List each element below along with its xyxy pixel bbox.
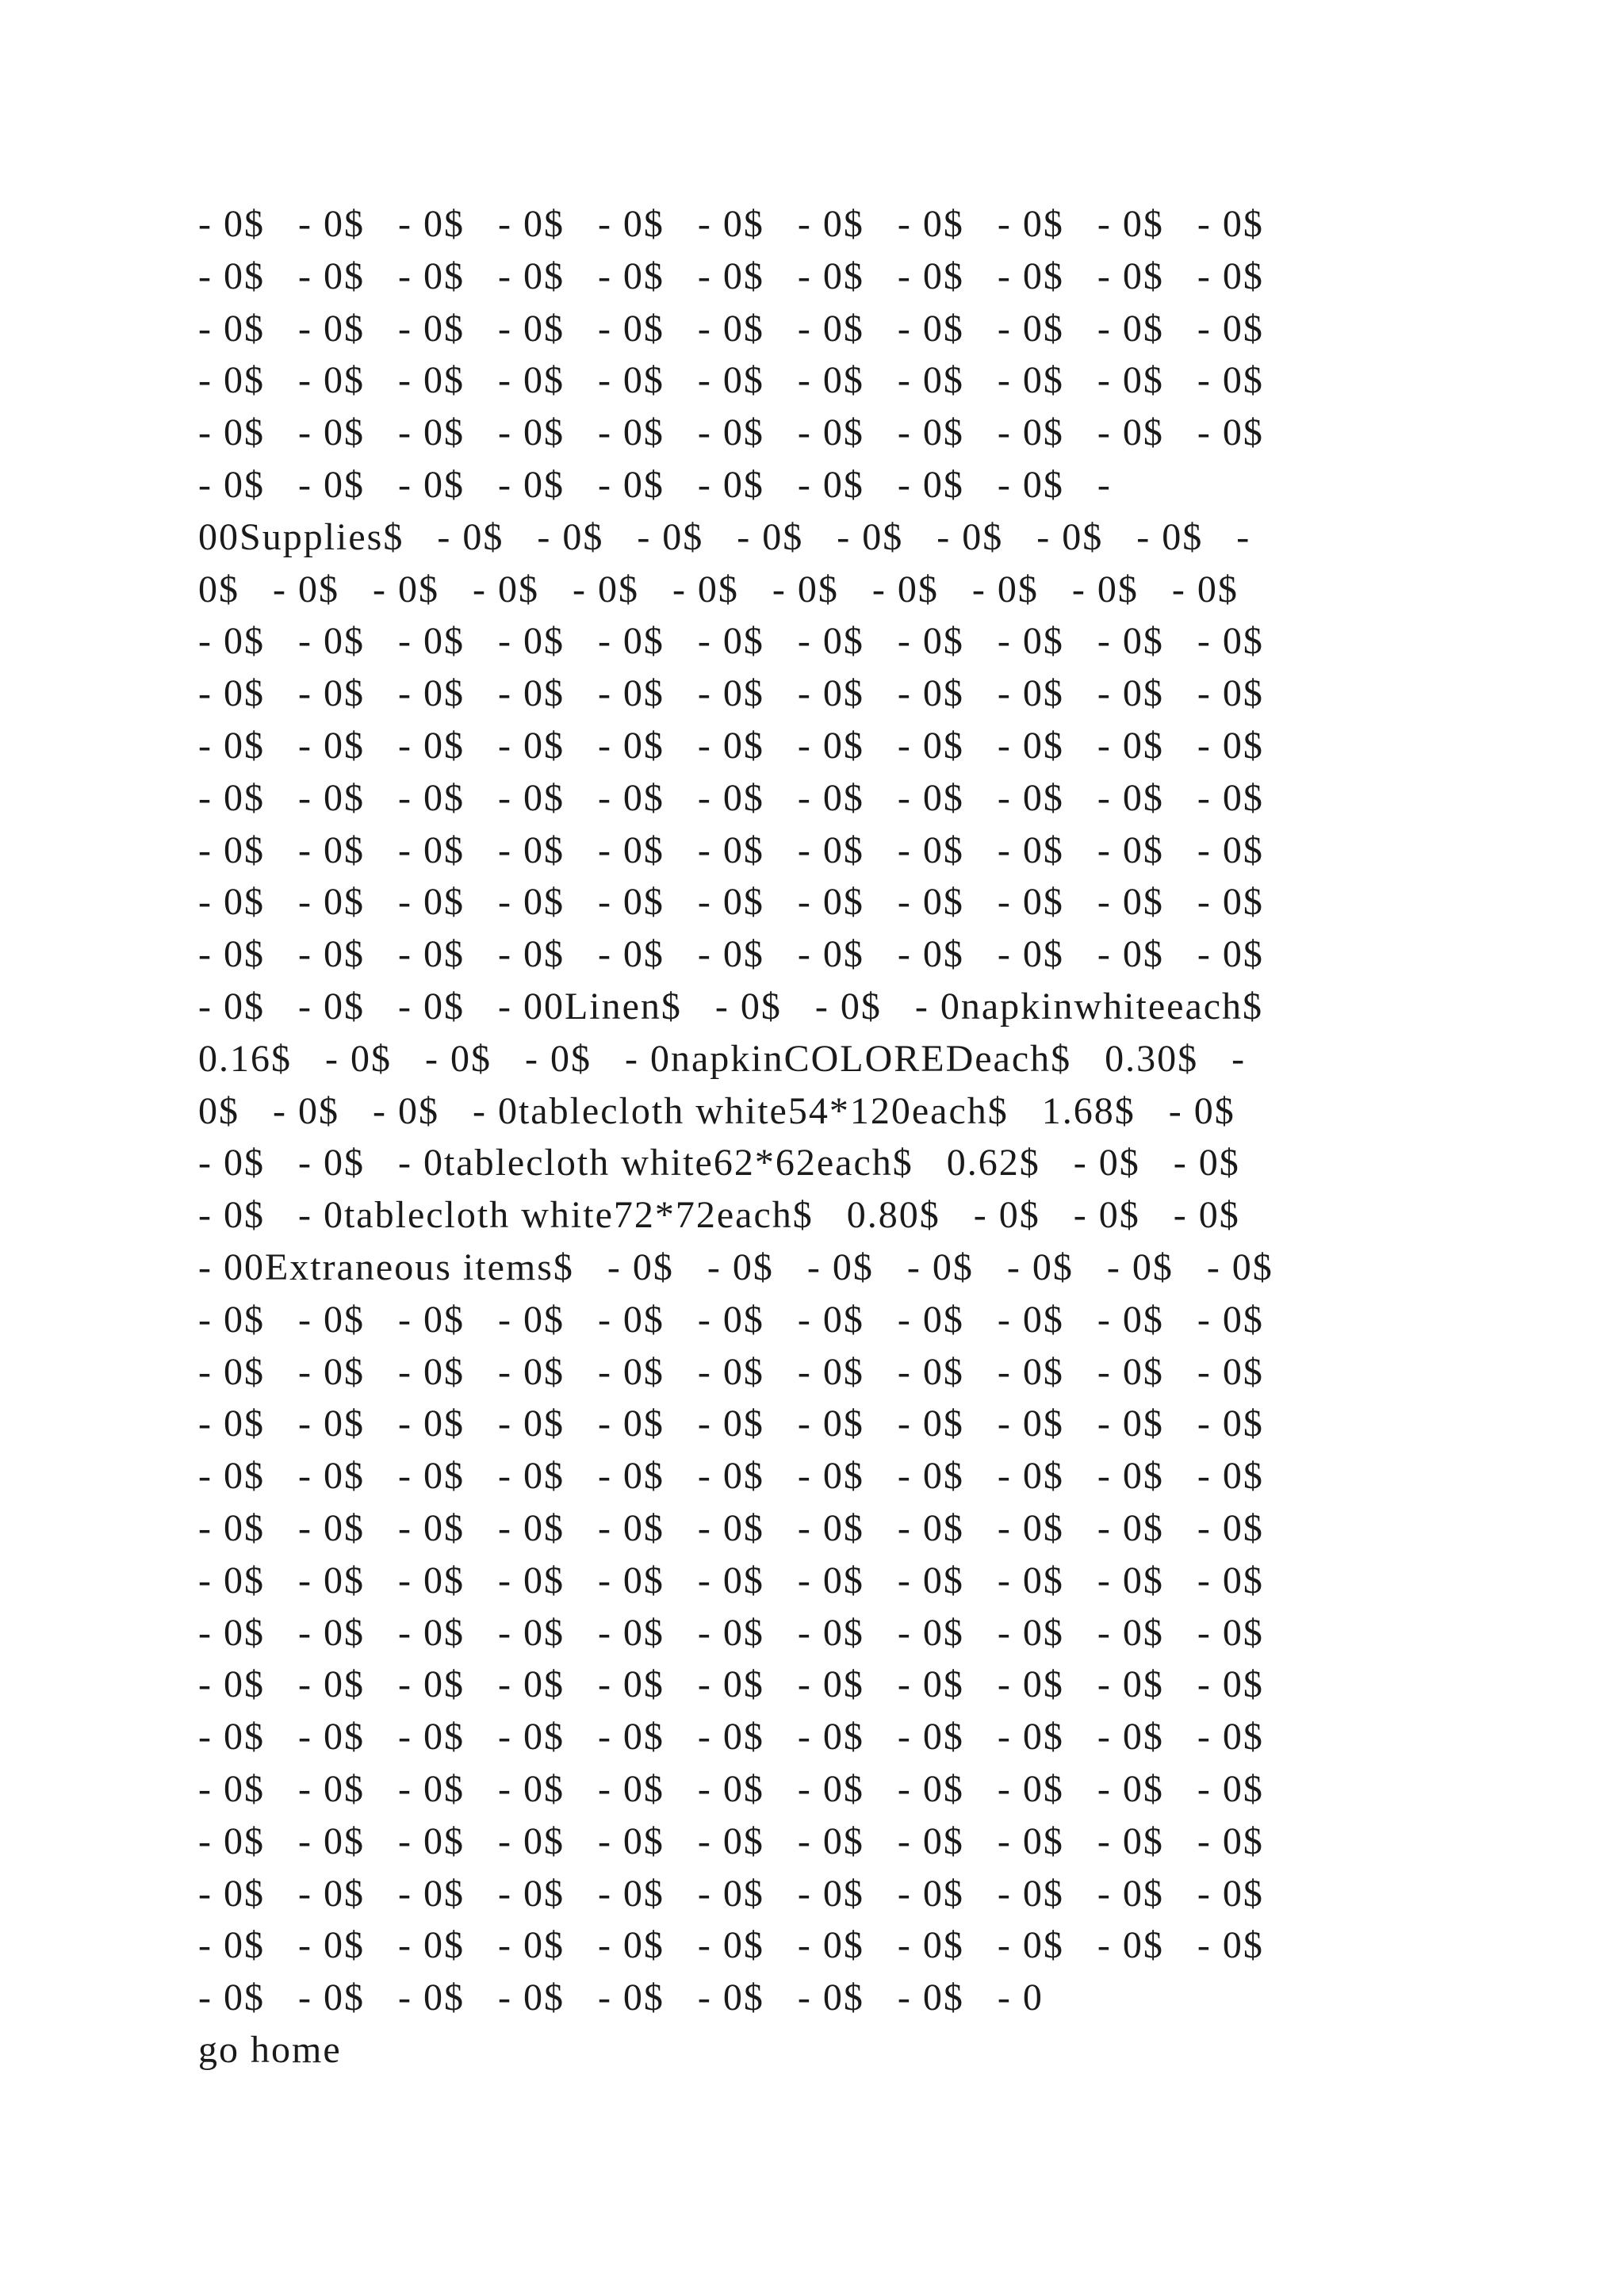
text-line-final: go home	[198, 2028, 342, 2071]
text-line: - 0$ - 0$ - 0$ - 0$ - 0$ - 0$ - 0$ - 0$ - 0$ - 0$ - 0$	[198, 359, 1264, 402]
text-line: - 0$ - 0$ - 0$ - 0$ - 0$ - 0$ - 0$ - 0$ - 0	[198, 1976, 1044, 2019]
text-line: - 0$ - 0$ - 0$ - 0$ - 0$ - 0$ - 0$ - 0$ - 0$ - 0$ - 0$	[198, 254, 1264, 297]
text-line: - 0$ - 0$ - 0$ - 0$ - 0$ - 0$ - 0$ - 0$ - 0$ - 0$ - 0$	[198, 933, 1264, 976]
text-line: - 0$ - 0$ - 0tablecloth white62*62each$ 0.62$ - 0$ - 0$	[198, 1142, 1240, 1184]
text-line: - 0$ - 0$ - 0$ - 0$ - 0$ - 0$ - 0$ - 0$ - 0$ - 0$ - 0$	[198, 1872, 1264, 1915]
text-line: - 0$ - 0$ - 0$ - 0$ - 0$ - 0$ - 0$ - 0$ - 0$ - 0$ - 0$	[198, 1663, 1264, 1706]
text-line: - 0$ - 0$ - 0$ - 0$ - 0$ - 0$ - 0$ - 0$ - 0$ - 0$ - 0$	[198, 1559, 1264, 1601]
text-line: 0$ - 0$ - 0$ - 0tablecloth white54*120each$ 1.68$ - 0$	[198, 1089, 1235, 1132]
text-line: - 0$ - 0$ - 0$ - 0$ - 0$ - 0$ - 0$ - 0$ - 0$ - 0$ - 0$	[198, 1767, 1264, 1810]
text-line: - 0$ - 0$ - 0$ - 0$ - 0$ - 0$ - 0$ - 0$ - 0$ - 0$ - 0$	[198, 203, 1264, 245]
text-line: - 0$ - 0$ - 0$ - 0$ - 0$ - 0$ - 0$ - 0$ - 0$ - 0$ - 0$	[198, 1716, 1264, 1758]
text-line: - 0$ - 0$ - 0$ - 0$ - 0$ - 0$ - 0$ - 0$ - 0$ - 0$ - 0$	[198, 672, 1264, 715]
document-body	[198, 198, 1435, 2076]
text-line: - 0$ - 0$ - 0$ - 00Linen$ - 0$ - 0$ - 0napkinwhiteeach$	[198, 985, 1264, 1027]
text-line: - 0$ - 0$ - 0$ - 0$ - 0$ - 0$ - 0$ - 0$ - 0$ - 0$ - 0$	[198, 1350, 1264, 1393]
text-line: - 0$ - 0$ - 0$ - 0$ - 0$ - 0$ - 0$ - 0$ - 0$ - 0$ - 0$	[198, 1455, 1264, 1498]
text-line: - 0$ - 0$ - 0$ - 0$ - 0$ - 0$ - 0$ - 0$ - 0$ - 0$ - 0$	[198, 828, 1264, 871]
text-line: - 0$ - 0tablecloth white72*72each$ 0.80$ - 0$ - 0$ - 0$	[198, 1194, 1240, 1237]
text-line: - 0$ - 0$ - 0$ - 0$ - 0$ - 0$ - 0$ - 0$ - 0$ - 0$ - 0$	[198, 881, 1264, 924]
text-line: - 00Extraneous items$ - 0$ - 0$ - 0$ - 0$ - 0$ - 0$ - 0$	[198, 1246, 1274, 1288]
text-line: - 0$ - 0$ - 0$ - 0$ - 0$ - 0$ - 0$ - 0$ - 0$ - 0$ - 0$	[198, 1506, 1264, 1549]
text-line: - 0$ - 0$ - 0$ - 0$ - 0$ - 0$ - 0$ - 0$ - 0$ - 0$ - 0$	[198, 411, 1264, 454]
text-line: 00Supplies$ - 0$ - 0$ - 0$ - 0$ - 0$ - 0$ - 0$ - 0$ -	[198, 515, 1251, 558]
text-line: - 0$ - 0$ - 0$ - 0$ - 0$ - 0$ - 0$ - 0$ - 0$ - 0$ - 0$	[198, 1924, 1264, 1967]
text-line: 0$ - 0$ - 0$ - 0$ - 0$ - 0$ - 0$ - 0$ - 0$ - 0$ - 0$	[198, 568, 1239, 610]
text-line: - 0$ - 0$ - 0$ - 0$ - 0$ - 0$ - 0$ - 0$ - 0$ - 0$ - 0$	[198, 1402, 1264, 1445]
text-line: - 0$ - 0$ - 0$ - 0$ - 0$ - 0$ - 0$ - 0$ - 0$ - 0$ - 0$	[198, 1820, 1264, 1862]
text-line: - 0$ - 0$ - 0$ - 0$ - 0$ - 0$ - 0$ - 0$ - 0$ - 0$ - 0$	[198, 307, 1264, 350]
text-line: - 0$ - 0$ - 0$ - 0$ - 0$ - 0$ - 0$ - 0$ - 0$ - 0$ - 0$	[198, 620, 1264, 663]
text-line: - 0$ - 0$ - 0$ - 0$ - 0$ - 0$ - 0$ - 0$ - 0$ -	[198, 463, 1112, 506]
text-line: - 0$ - 0$ - 0$ - 0$ - 0$ - 0$ - 0$ - 0$ - 0$ - 0$ - 0$	[198, 1298, 1264, 1341]
text-line: - 0$ - 0$ - 0$ - 0$ - 0$ - 0$ - 0$ - 0$ - 0$ - 0$ - 0$	[198, 724, 1264, 767]
text-line: - 0$ - 0$ - 0$ - 0$ - 0$ - 0$ - 0$ - 0$ - 0$ - 0$ - 0$	[198, 776, 1264, 819]
text-line: 0.16$ - 0$ - 0$ - 0$ - 0napkinCOLOREDeach$ 0.30$ -	[198, 1037, 1247, 1080]
text-line: - 0$ - 0$ - 0$ - 0$ - 0$ - 0$ - 0$ - 0$ - 0$ - 0$ - 0$	[198, 1611, 1264, 1654]
